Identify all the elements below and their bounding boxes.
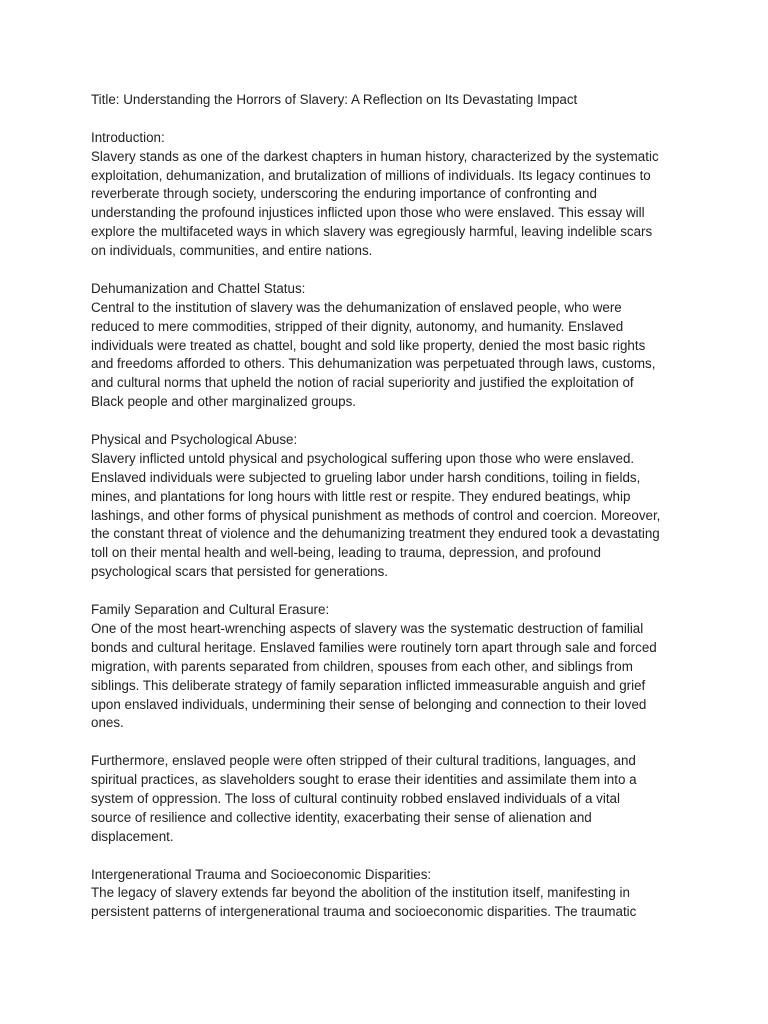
paragraph-line: migration, with parents separated from children, spouses from each other, and siblings from (91, 658, 633, 674)
paragraph-line: system of oppression. The loss of cultural continuity robbed enslaved individuals of a vital (91, 790, 620, 806)
section-heading: Introduction: (91, 129, 165, 145)
paragraph-line: the constant threat of violence and the dehumanizing treatment they endured took a devastating (91, 526, 660, 542)
paragraph-line: toll on their mental health and well-being, leading to trauma, depression, and profound (91, 545, 601, 561)
section-heading: Family Separation and Cultural Erasure: (91, 602, 330, 618)
paragraph-line: siblings. This deliberate strategy of family separation inflicted immeasurable anguish and grief (91, 677, 646, 693)
paragraph-line: psychological scars that persisted for generations. (91, 564, 388, 580)
section-family-separation (91, 601, 691, 733)
section-dehumanization (91, 280, 691, 412)
paragraph-line: on individuals, communities, and entire nations. (91, 243, 373, 259)
paragraph-line: understanding the profound injustices inflicted upon those who were enslaved. This essay will (91, 205, 645, 221)
paragraph-line: One of the most heart-wrenching aspects of slavery was the systematic destruction of familial (91, 620, 644, 636)
paragraph-line: Black people and other marginalized groups. (91, 394, 357, 410)
paragraph-line: Enslaved individuals were subjected to grueling labor under harsh conditions, toiling in fields, (91, 469, 641, 485)
paragraph-line: reverberate through society, underscoring the enduring importance of confronting and (91, 186, 597, 202)
paragraph-line: and freedoms afforded to others. This dehumanization was perpetuated through laws, customs, (91, 356, 656, 372)
paragraph-line: Furthermore, enslaved people were often stripped of their cultural traditions, languages, and (91, 753, 636, 769)
document-body (91, 91, 691, 941)
paragraph-line: source of resilience and collective identity, exacerbating their sense of alienation and (91, 809, 592, 825)
paragraph-line: ones. (91, 715, 124, 731)
section-intergenerational-trauma (91, 866, 691, 923)
document-title-block (91, 91, 691, 110)
paragraph-line: The legacy of slavery extends far beyond the abolition of the institution itself, manifesting in (91, 885, 630, 901)
paragraph-line: explore the multifaceted ways in which slavery was egregiously harmful, leaving indelible scars (91, 224, 653, 240)
paragraph-line: Central to the institution of slavery was the dehumanization of enslaved people, who were (91, 299, 622, 315)
section-introduction (91, 129, 691, 261)
section-cultural-erasure (91, 752, 691, 846)
paragraph-line: persistent patterns of intergenerational trauma and socioeconomic disparities. The traumatic (91, 904, 637, 920)
paragraph-line: individuals were treated as chattel, bought and sold like property, denied the most basic rights (91, 337, 646, 353)
paragraph-line: upon enslaved individuals, undermining their sense of belonging and connection to their loved (91, 696, 647, 712)
paragraph-line: bonds and cultural heritage. Enslaved families were routinely torn apart through sale and forced (91, 639, 657, 655)
paragraph-line: and cultural norms that upheld the notion of racial superiority and justified the exploitation of (91, 375, 634, 391)
paragraph-line: exploitation, dehumanization, and brutalization of millions of individuals. Its legacy continues to (91, 167, 651, 183)
paragraph-line: lashings, and other forms of physical punishment as methods of control and coercion. Moreover, (91, 507, 661, 523)
paragraph-line: spiritual practices, as slaveholders sought to erase their identities and assimilate them into a (91, 772, 637, 788)
document-title: Title: Understanding the Horrors of Slavery: A Reflection on Its Devastating Impact (91, 92, 578, 107)
section-heading: Dehumanization and Chattel Status: (91, 280, 306, 296)
paragraph-line: Slavery inflicted untold physical and psychological suffering upon those who were enslaved. (91, 450, 635, 466)
section-abuse (91, 431, 691, 582)
paragraph-line: reduced to mere commodities, stripped of their dignity, autonomy, and humanity. Enslaved (91, 318, 624, 334)
section-heading: Intergenerational Trauma and Socioeconomic Disparities: (91, 866, 432, 882)
paragraph-line: Slavery stands as one of the darkest chapters in human history, characterized by the systematic (91, 148, 659, 164)
section-heading: Physical and Psychological Abuse: (91, 432, 298, 448)
paragraph-line: mines, and plantations for long hours with little rest or respite. They endured beatings, whip (91, 488, 631, 504)
paragraph-line: displacement. (91, 828, 174, 844)
